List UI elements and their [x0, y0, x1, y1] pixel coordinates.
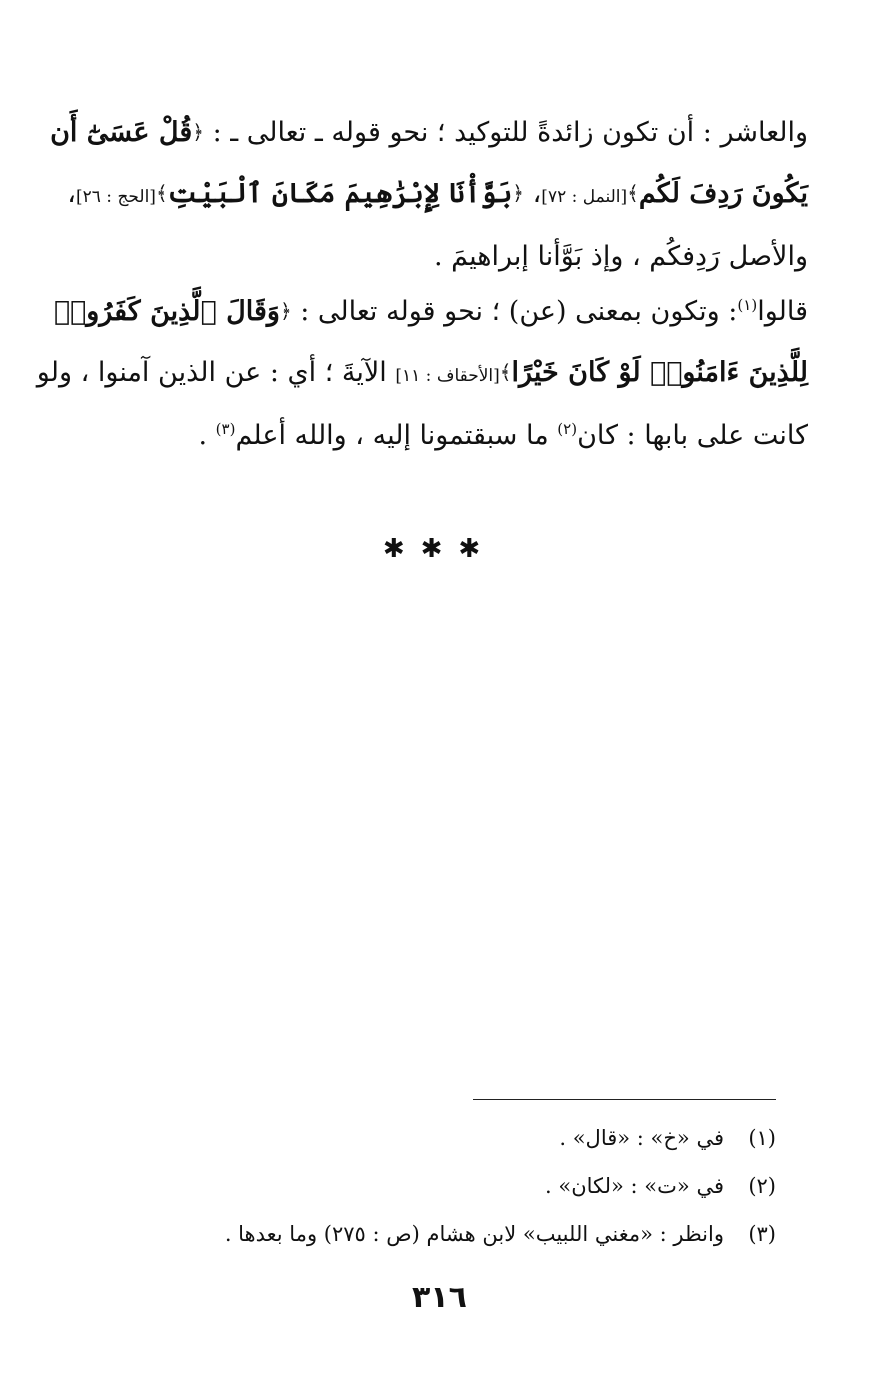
separator-comma: ، [67, 178, 76, 209]
paragraph-2-text: . [198, 420, 208, 451]
paragraph-1-line-3: والأصل رَدِفكُم ، وإذ بَوَّأنا إبراهيمَ . [434, 241, 808, 272]
quran-reference-1: [النمل : ٧٢] [541, 187, 628, 207]
footnote-1 [225, 1114, 776, 1162]
paragraph-2 [36, 281, 808, 466]
section-separator-asterisks: ✱✱✱ [382, 534, 497, 564]
quran-quote-1b: يَكُونَ رَدِفَ لَكُم [638, 178, 808, 209]
quran-quote-3b: لِلَّذِينَ ءَامَنُوا۟ لَوْ كَانَ خَيْرًا [511, 357, 808, 388]
paragraph-1 [50, 102, 808, 287]
quran-quote-2: بَوَّأْنَا لِإِبْرَٰهِيمَ مَكَانَ ٱلْبَيْتِ [167, 178, 513, 209]
footnote-number: (٢) [748, 1174, 776, 1198]
paragraph-2-text: كانت على بابها : كان [577, 420, 808, 451]
quran-ornament-close: ﴾ [155, 181, 168, 205]
quran-ornament-open: ﴿ [512, 181, 524, 205]
footnote-divider [473, 1099, 776, 1100]
footnote-text: وانظر : «مغني اللبيب» لابن هشام (ص : ٢٧٥) وما بعدها . [224, 1222, 724, 1246]
quran-quote-1a: قُلْ عَسَىٰٓ أَن [50, 117, 193, 148]
paragraph-1-text: والعاشر : أن تكون زائدةً للتوكيد ؛ نحو قوله ـ تعالى ـ : [212, 117, 808, 148]
footnote-text: في «ت» : «لكان» . [545, 1174, 724, 1198]
footnote-3 [225, 1210, 776, 1258]
separator-comma: ، [532, 178, 542, 209]
footnote-marker-2: (٢) [557, 420, 578, 438]
paragraph-1-line-1 [50, 102, 808, 163]
paragraph-2-text: ما سبقتمونا إليه ، والله أعلم [235, 420, 549, 451]
quran-ornament-open: ﴿ [192, 120, 204, 144]
footnotes [225, 1114, 776, 1258]
paragraph-2-text: : وتكون بمعنى (عن) ؛ نحو قوله تعالى : [300, 296, 738, 327]
footnote-number: (١) [748, 1126, 776, 1150]
quran-ornament-close: ﴾ [499, 360, 512, 384]
quran-ornament-close: ﴾ [627, 181, 639, 205]
page-number: ٣١٦ [412, 1280, 467, 1315]
footnote-marker-3: (٣) [215, 420, 236, 438]
paragraph-2-text: الآيةَ ؛ أي : عن الذين آمنوا ، ولو [36, 357, 387, 388]
paragraph-2-line-2 [36, 342, 808, 406]
quran-quote-3a: وَقَالَ ٱلَّذِينَ كَفَرُوا۟ [53, 296, 280, 327]
footnote-marker-1: (١) [737, 296, 758, 314]
quran-reference-2: [الحج : ٢٦] [76, 187, 156, 207]
quran-ornament-open: ﴿ [279, 299, 292, 323]
footnote-text: في «خ» : «قال» . [559, 1126, 724, 1150]
quran-reference-3: [الأحقاف : ١١] [395, 366, 500, 386]
paragraph-1-line-2 [67, 163, 808, 227]
paragraph-2-text: قالوا [757, 296, 808, 327]
footnote-2 [225, 1162, 776, 1210]
footnote-number: (٣) [748, 1222, 776, 1246]
paragraph-2-line-1 [53, 281, 808, 342]
paragraph-2-line-3 [72, 406, 808, 466]
